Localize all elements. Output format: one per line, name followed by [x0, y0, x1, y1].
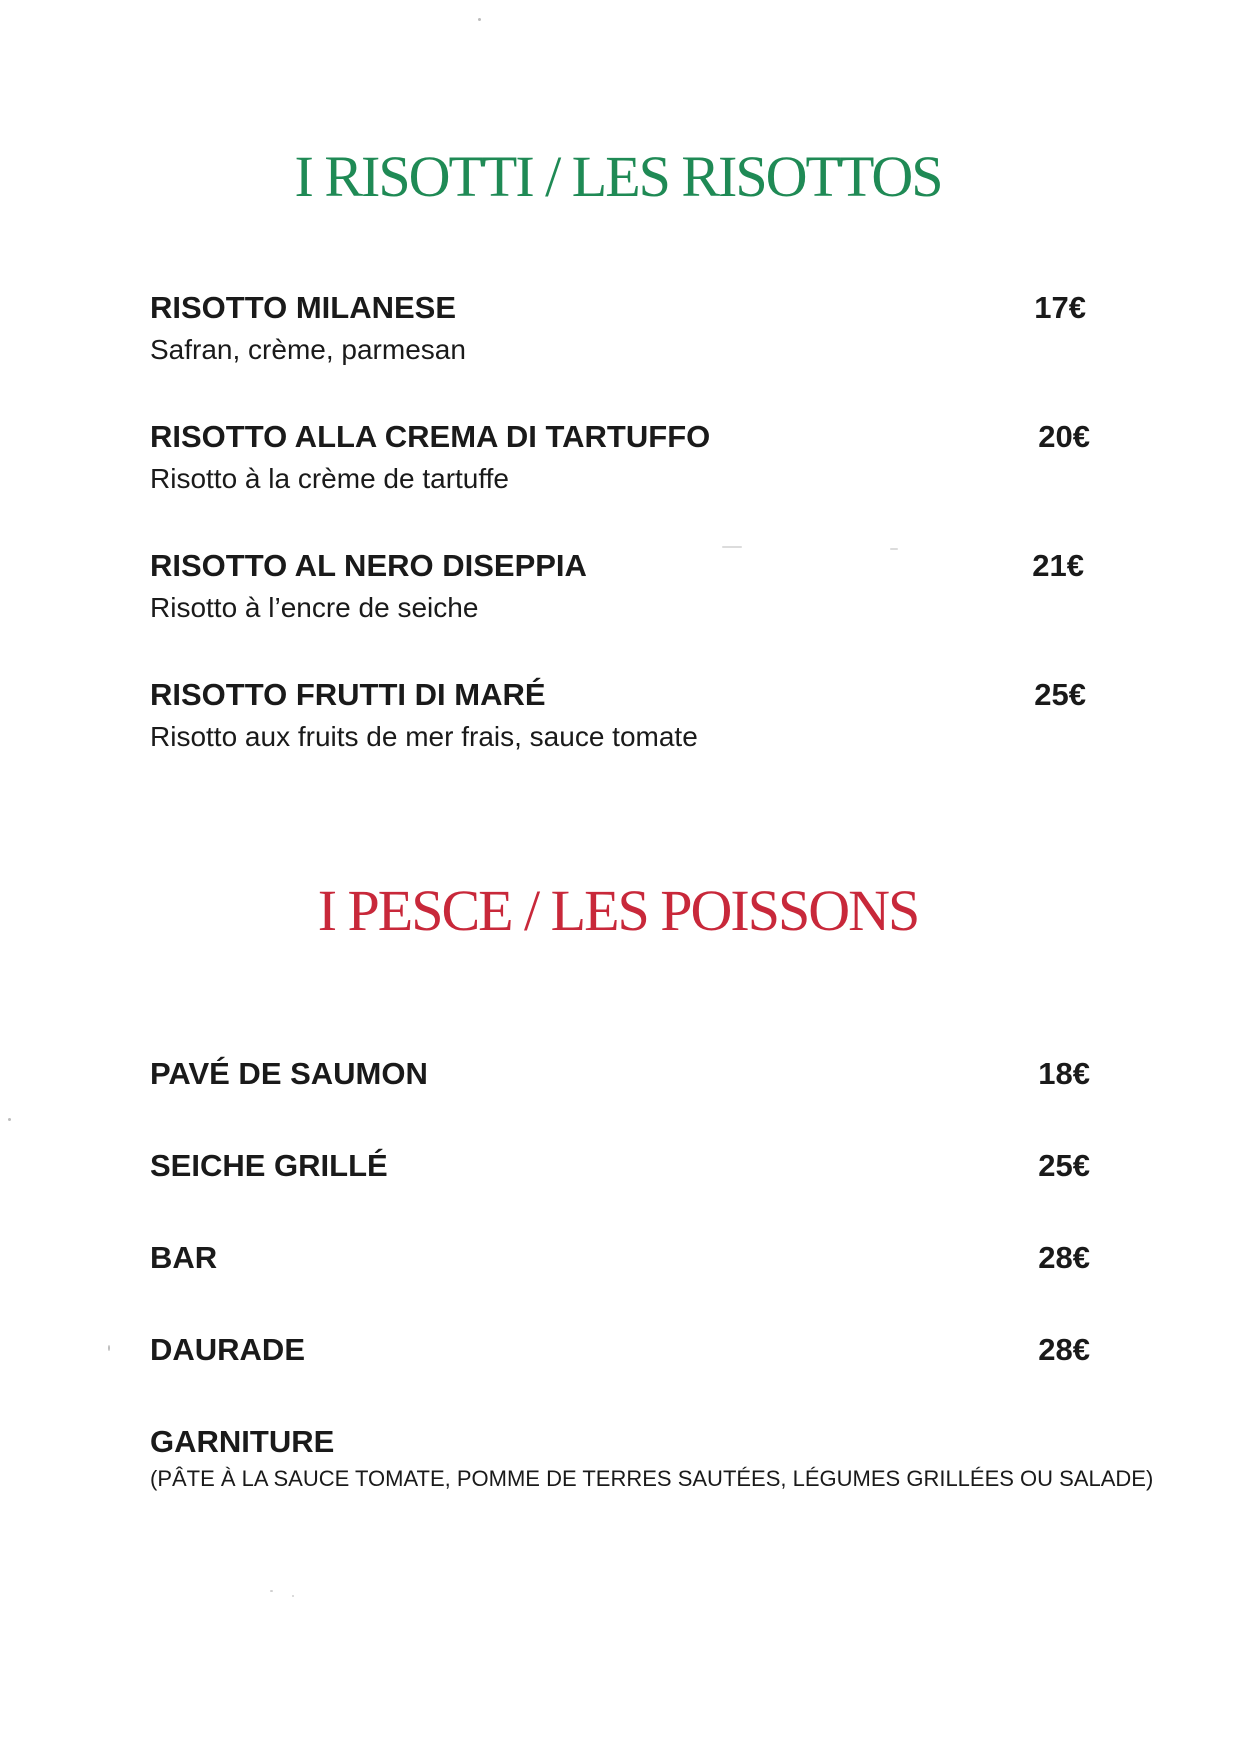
item-description: Safran, crème, parmesan — [150, 334, 466, 365]
garniture-block — [150, 1422, 1154, 1494]
item-name: RISOTTO AL NERO DISEPPIA — [150, 548, 587, 583]
item-price: 20€ — [1038, 419, 1090, 454]
item-price: 18€ — [1038, 1056, 1090, 1091]
scan-speck — [478, 18, 481, 21]
scan-speck — [8, 1118, 11, 1121]
item-name: RISOTTO FRUTTI DI MARÉ — [150, 677, 546, 712]
garniture-title: GARNITURE — [150, 1424, 335, 1459]
scan-speck — [108, 1345, 110, 1351]
menu-item-risotto-frutti — [150, 675, 1090, 755]
scan-speck — [270, 1590, 273, 1592]
item-description: Risotto à la crème de tartuffe — [150, 463, 509, 494]
menu-item-risotto-tartuffo — [150, 417, 1090, 497]
item-name: DAURADE — [150, 1332, 305, 1367]
scan-speck — [722, 546, 742, 548]
menu-item-daurade — [150, 1330, 1090, 1370]
item-price: 25€ — [1034, 677, 1086, 712]
item-name: RISOTTO ALLA CREMA DI TARTUFFO — [150, 419, 711, 454]
garniture-options: (PÂTE À LA SAUCE TOMATE, POMME DE TERRES SAUTÉES, LÉGUMES GRILLÉES OU SALADE) — [150, 1466, 1154, 1491]
item-name: BAR — [150, 1240, 218, 1275]
item-name: RISOTTO MILANESE — [150, 290, 457, 325]
menu-item-risotto-milanese — [150, 288, 1090, 368]
item-name: SEICHE GRILLÉ — [150, 1148, 388, 1183]
menu-item-pave-saumon — [150, 1054, 1090, 1094]
risotti-section-title: I RISOTTI / LES RISOTTOS — [294, 144, 942, 209]
item-price: 25€ — [1038, 1148, 1090, 1183]
item-description: Risotto à l’encre de seiche — [150, 592, 479, 623]
item-name: PAVÉ DE SAUMON — [150, 1056, 428, 1091]
item-price: 17€ — [1034, 290, 1086, 325]
scan-speck — [890, 548, 898, 550]
item-description: Risotto aux fruits de mer frais, sauce tomate — [150, 721, 698, 752]
menu-item-seiche-grille — [150, 1146, 1090, 1186]
pesce-section-title: I PESCE / LES POISSONS — [317, 878, 919, 943]
item-price: 21€ — [1032, 548, 1084, 583]
scan-speck — [292, 1595, 294, 1597]
menu-item-risotto-nero — [150, 546, 1090, 626]
menu-item-bar — [150, 1238, 1090, 1278]
item-price: 28€ — [1038, 1332, 1090, 1367]
item-price: 28€ — [1038, 1240, 1090, 1275]
